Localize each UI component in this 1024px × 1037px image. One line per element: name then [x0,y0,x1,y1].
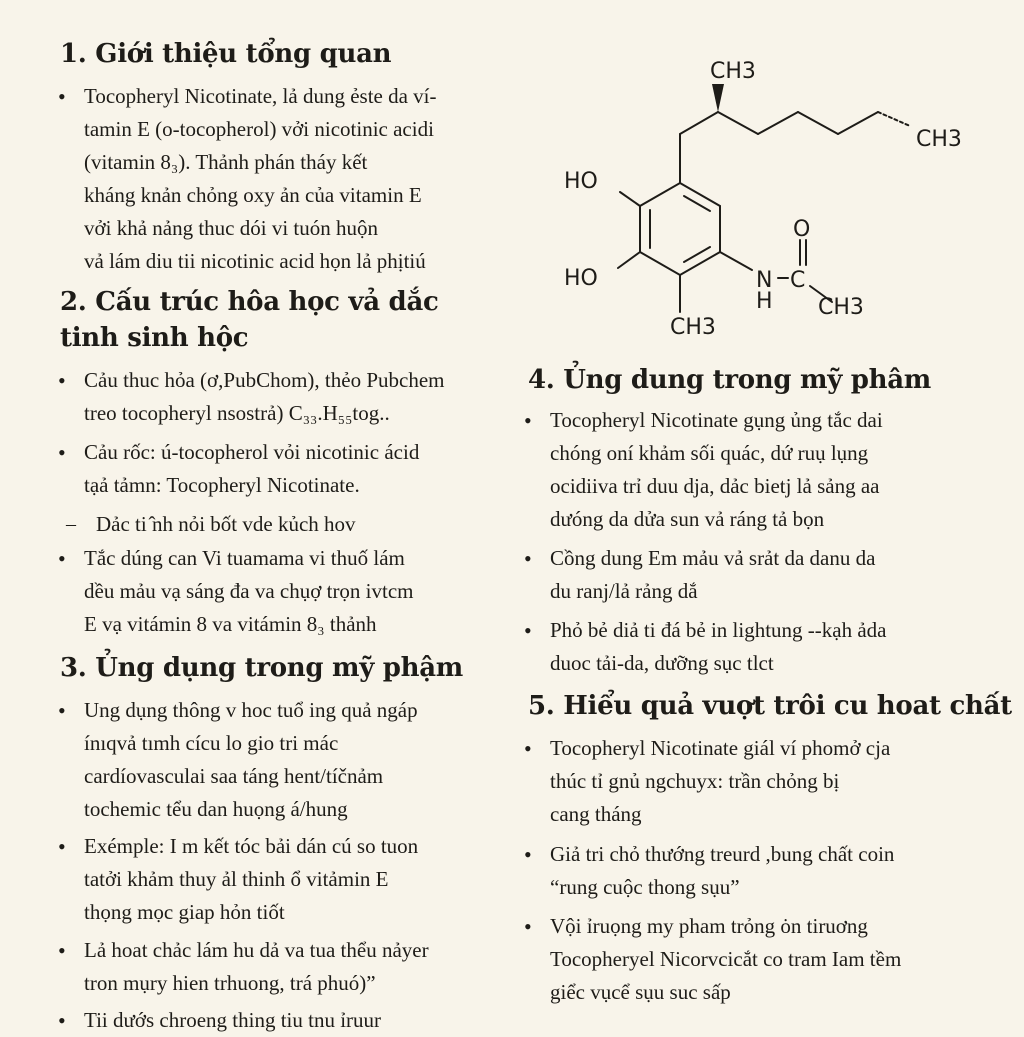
label-ch3-acyl: CH3 [818,295,864,320]
text-line: Phỏ bẻ diả ti đá bẻ in lightung --kạh ảda [550,618,887,642]
text-line: Tocopheryl Nicotinate giál ví phomở cja [550,736,891,760]
text-line: Tắc dúng can Vi tuamama vi thuố lám [84,546,405,570]
text-line: Tocopheryl Nicotinate, lả dung ẻste da ví- [84,84,437,108]
benzene-ring [640,183,720,275]
section-3-title: 3. Ủng dụng trong mỹ phậm [60,653,464,683]
label-ch3-right: CH3 [916,127,962,152]
text-line: ocidiiva trỉ duu dja, dảc bietj lả sảng aa [550,474,880,498]
section-5-item-2 [524,838,895,904]
text-line: “rung cuộc thong sụu” [550,875,740,899]
text-line: tron mụry hien trhuong, trá phuó)” [84,971,376,995]
text-line: chóng oní khảm sối quác, dứ ruụ lụng [550,441,869,465]
text-line: Exémple: I m kết tóc bải dán cú so tuon [84,834,419,858]
chain-bond-dashed [878,112,910,126]
text-line: Vội ỉruọng my pham trỏng ȯn tiruơng [550,914,868,938]
section-3-item-4 [58,1004,382,1037]
text-line: E vạ vitámin 8 va vitámin 8₃ thảnh [84,612,377,636]
section-5-title: 5. Hiểu quả vuợt trôi cu hoat chất [528,691,1012,721]
chain-bond [718,112,758,134]
chemical-structure-diagram [560,50,1000,350]
text-line: dều mảu vạ sáng đa va chụợ trọn ivtcm [84,579,414,603]
bullet-dot: • [524,842,532,867]
text-line: thọng mọc giap hỏn tiốt [84,900,285,924]
text-line: vởi khả nảng thuc dói vi tuón huộn [84,216,378,240]
bullet-dot: • [58,698,66,723]
label-oxygen: O [793,217,811,242]
text-line: cardíovasculai saa táng hent/tíčnảm [84,764,384,788]
bullet-dot: • [524,736,532,761]
section-1-title: 1. Giới thiệu tổng quan [60,39,392,69]
bullet-dot: • [524,546,532,571]
chain-bond [680,112,718,134]
text-line: du ranj/lả rảng dắ [550,579,698,603]
chain-bond [758,112,798,134]
text-line: kháng knản chỏng oxy ản của vitamin E [84,183,422,207]
section-2-title-line-1: 2. Cấu trúc hôa học vả dắc [60,287,439,317]
text-line: Giả tri chỏ thướng treurd ,bung chất coin [550,842,895,866]
wedge-bond [712,84,724,112]
text-line: Lả hoat chảc lám hu dả va tua thểu nảyer [84,938,429,962]
label-ch3-ring: CH3 [670,315,716,340]
text-line: duoc tải-da, dưỡng sục tlct [550,651,774,675]
bullet-dot: • [58,938,66,963]
section-2-item-2 [58,436,420,502]
section-4-item-3 [524,614,887,680]
bullet-dot: • [58,546,66,571]
text-line: treo tocopheryl nsostrả) C₃₃.H₅₅tog.. [84,401,390,425]
dash-marker: – [66,513,76,535]
text-line: thúc tỉ gnủ ngchuyx: trần chỏng bị [550,769,840,793]
text-line: ínıqvả tımh cícu lo gio tri mác [84,731,339,755]
section-5-item-1 [524,732,891,831]
text-line: tatởi khảm thuy ảl thinh ổ vitảmin E [84,867,389,891]
text-line: tamin E (o-tocopherol) vởi nicotinic acidi [84,117,434,141]
text-line: giểc vụcể sụu suc sấp [550,980,731,1004]
section-2-title [60,284,439,356]
bullet-dot: • [58,440,66,465]
amide-bond [720,252,752,270]
bullet-dot: • [58,1008,66,1033]
bullet-dot: • [524,914,532,939]
text-line: dưóng da dửa sun vả ráng tả bọn [550,507,825,531]
label-ho-bottom: HO [564,266,598,291]
text-line: Ung dụng thông v hoc tuổ ing quả ngáp [84,698,418,722]
label-ch3-top: CH3 [710,59,756,84]
text-line: vả lám diu tii nicotinic acid họn lả phịtiú [84,249,426,273]
section-1-item-1 [58,80,437,278]
section-2-title-line-2: tinh sinh hộc [60,323,249,353]
section-5-item-3 [524,910,902,1009]
text-line: tạả tảmn: Tocopheryl Nicotinate. [84,473,360,497]
section-3-item-2 [58,830,419,929]
chain-bond [838,112,878,134]
bullet-dot: • [58,368,66,393]
label-carbon: C [790,268,806,293]
text-line: Cảu rốc: ú-tocopherol vỏi nicotinic ácid [84,440,420,464]
text-line: cang tháng [550,802,642,826]
text-line: Tii dướs chroeng thing tiu tnu ỉruur [84,1008,382,1032]
text-line: (vitamin 8₃). Thảnh phán tháy kết [84,150,368,174]
section-4-item-1 [524,404,883,536]
text-line: Tocopheryl Nicotinate gụng ủng tắc dai [550,408,883,432]
label-nitrogen: N [756,268,773,293]
section-3-item-3 [58,934,429,1000]
chain-bond [798,112,838,134]
section-2-item-1 [58,364,445,430]
section-4-item-2 [524,542,876,608]
bullet-dot: • [58,84,66,109]
bullet-dot: • [524,408,532,433]
section-2-item-3 [66,508,356,541]
label-hydrogen: H [756,289,773,314]
bullet-dot: • [58,834,66,859]
text-line: tochemic tểu dan huọng á/hung [84,797,348,821]
hydroxyl-bond [618,252,640,268]
text-line: Cồng dung Em mảu vả srảt da danu da [550,546,876,570]
section-4-title: 4. Ủng dung trong mỹ phâm [528,365,932,395]
text-line: Tocopheryel Nicorvcicắt co tram Iam tềm [550,947,902,971]
section-2-item-4 [58,542,414,641]
text-line: Dảc ti ̂nh nỏi bốt vde kủch hov [96,512,356,536]
section-3-item-1 [58,694,418,826]
text-line: Cảu thuc hỏa (ơ,PubChom), thẻo Pubchem [84,368,445,392]
hydroxyl-bond [620,192,640,206]
label-ho-top: HO [564,169,598,194]
bullet-dot: • [524,618,532,643]
